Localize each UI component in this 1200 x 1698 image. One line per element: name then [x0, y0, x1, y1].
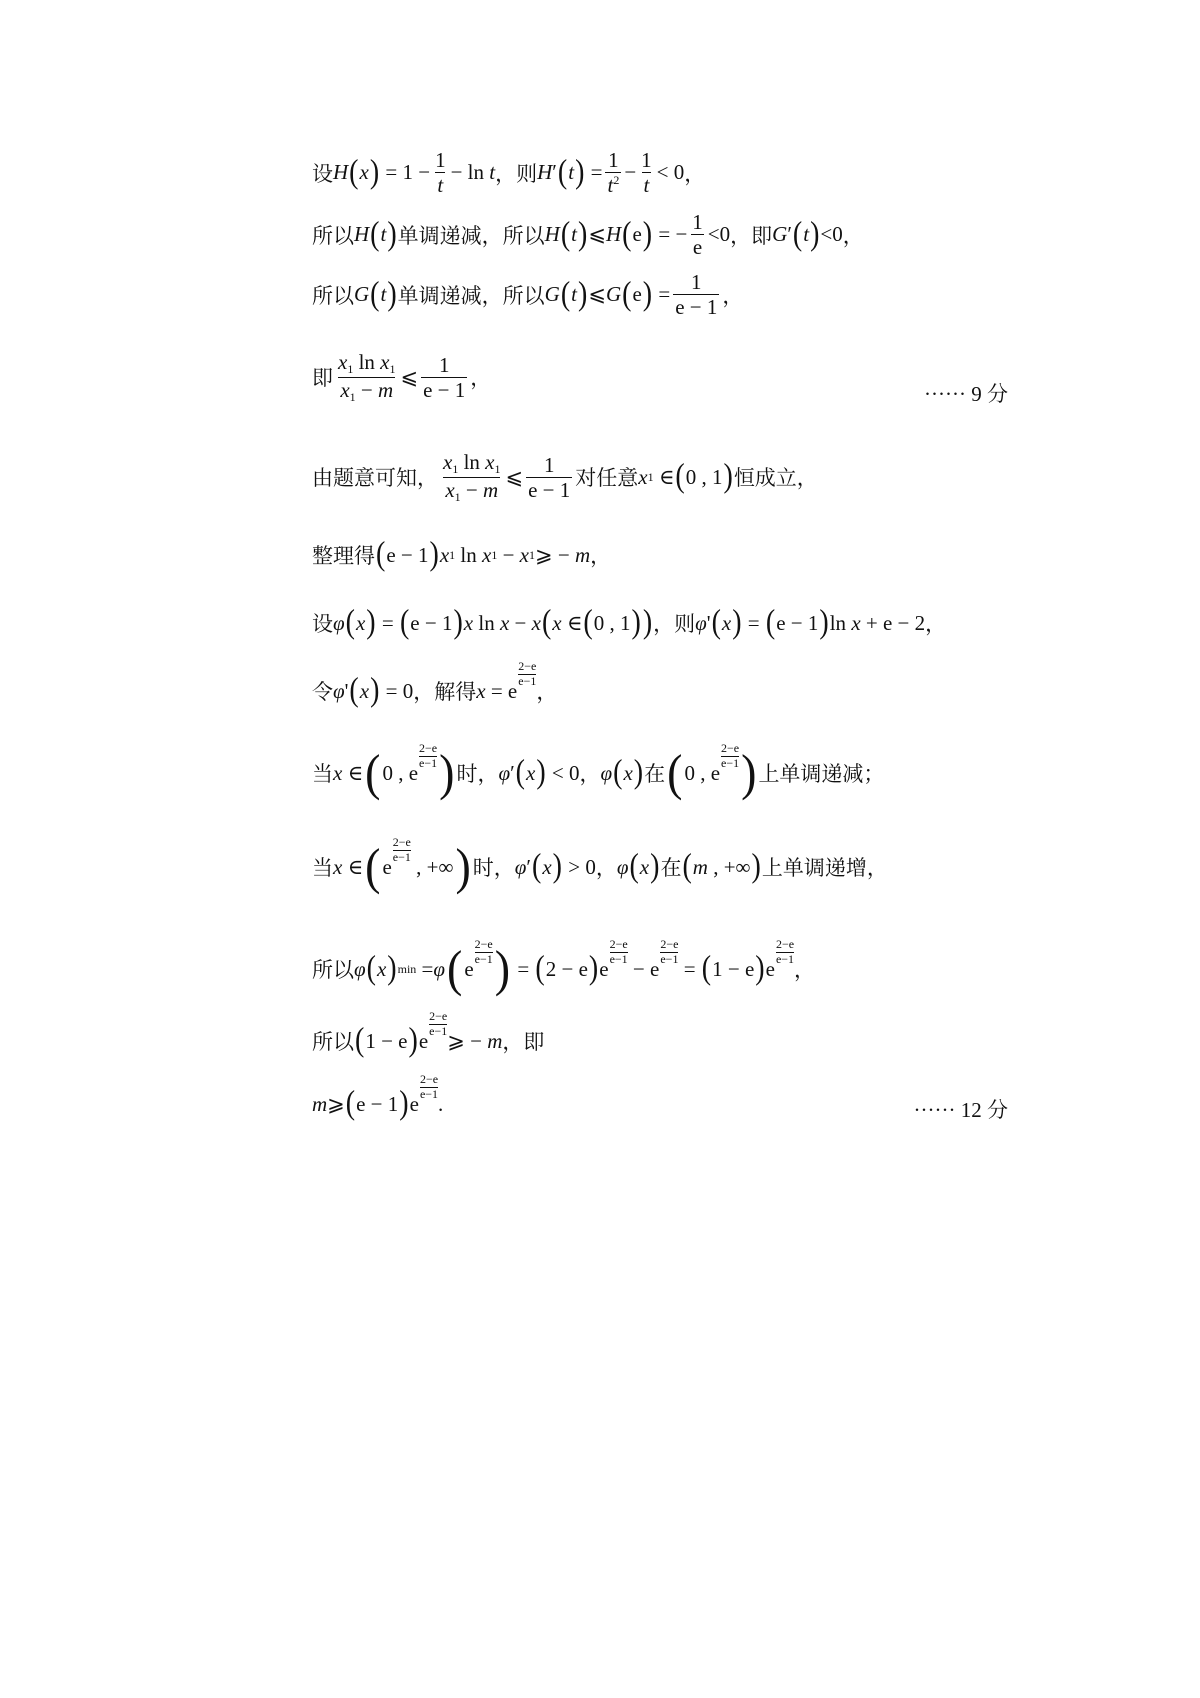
exponent-fraction: 2−e e−1	[721, 741, 740, 770]
exponent-fraction: 2−e e−1	[392, 835, 411, 864]
text-segment: ，	[925, 612, 947, 636]
exponent-fraction: 2−e e−1	[518, 659, 537, 688]
solution-line-6: 整理得 ( e − 1 ) x 1 ln x 1 − x 1 ⩾ − m ，	[312, 535, 612, 573]
exponent-fraction: 2−e e−1	[775, 937, 795, 966]
text-segment: 当	[312, 762, 333, 786]
exponent-fraction: 2−e e−1	[419, 1072, 439, 1101]
text-segment: .	[438, 1091, 444, 1116]
text-segment: ，	[595, 856, 617, 880]
fraction: $\frac{1}{e - 1}$	[675, 270, 718, 320]
solution-line-12: 所以 ( 1 − e ) e 2−e e−1 ⩾ − m ，即	[312, 1009, 545, 1059]
solution-line-4: 即 $\frac{x_1 \ln x_1}{x_1 - m}$ ⩽ $\frac{1}{e - 1}$ ，	[312, 350, 492, 404]
text-segment: ，	[470, 366, 492, 391]
text-segment: 所以	[312, 223, 354, 248]
solution-line-3: 所以 G ( t ) 单调递减，所以 G ( t ) ⩽ G ( e ) = $\frac{1}{e - 1}$ ，	[312, 270, 744, 320]
text-segment: ，解得	[413, 680, 477, 704]
solution-line-2: 所以 H ( t ) 单调递减，所以 H ( t ) ⩽ H ( e ) = − $\frac{1}{e}$ <0 ，即 G ′ ( t ) <0 ，	[312, 210, 864, 260]
solution-line-10: 当 x ∈ ( e 2−e e−1 , +∞ ) 时， φ ′ ( x ) > 0 ， φ ( x ) 在 ( m , +∞ ) 上单调递增，	[312, 835, 888, 895]
exponent-fraction: 2−e e−1	[419, 741, 438, 770]
text-segment: 在	[644, 762, 666, 786]
text-segment: 整理得	[312, 544, 375, 568]
text-segment: 恒成立，	[733, 466, 818, 491]
text-segment: 时，	[472, 856, 515, 880]
fraction: $\frac{1}{e - 1}$	[423, 352, 466, 402]
text-segment: ，	[579, 762, 601, 786]
fraction: $\frac{x_1 \ln x_1}{x_1 - m}$	[338, 350, 396, 404]
text-segment: 所以	[312, 283, 354, 308]
fraction: $\frac{1}{t}$	[435, 148, 446, 198]
fraction: $\frac{x_1 \ln x_1}{x_1 - m}$	[443, 450, 501, 504]
solution-line-11: 所以 φ ( x ) min = φ ( e 2−e e−1 ) = ( 2 − e ) e 2−e e−1 − e 2−e e−1 = ( 1 − e ) e 2−e e−1 ，	[312, 937, 816, 997]
text-segment: 所以	[312, 958, 354, 982]
exponent-fraction: 2−e e−1	[660, 937, 679, 966]
text-segment: ，	[590, 544, 612, 568]
text-segment: 设	[312, 612, 333, 636]
text-segment: ，即	[502, 1030, 545, 1054]
solution-line-7: 设 φ ( x ) = ( e − 1 ) x ln x − x ( x ∈ ( 0 , 1 ) ) ，则 φ ' ( x ) = ( e − 1 ) ln x + e − 2 ，	[312, 603, 947, 641]
text-segment: 对任意	[575, 466, 639, 491]
solution-line-1: 设 H ( x ) = 1 − $\frac{1}{t}$ − ln t ，则 H ′ ( t ) = $\frac{1}{t^2}$ − $\frac{1}{t}$ < 0 ，	[312, 148, 706, 198]
solution-line-5: 由题意可知， $\frac{x_1 \ln x_1}{x_1 - m}$ ⩽ $\frac{1}{e - 1}$ 对任意 x 1 ∈ ( 0 , 1 ) 恒成立，	[312, 450, 818, 504]
text-segment: ，	[842, 223, 864, 248]
text-segment: ，	[536, 680, 558, 704]
text-segment: 即	[312, 366, 333, 391]
text-segment: ，则	[495, 161, 538, 186]
exponent-fraction: 2−e e−1	[474, 937, 493, 966]
text-segment: ，即	[730, 223, 773, 248]
score-marker: ······ 12 分	[913, 1098, 1008, 1122]
solution-line-9: 当 x ∈ ( 0 , e 2−e e−1 ) 时， φ ′ ( x ) < 0 ， φ ( x ) 在 ( 0 , e 2−e e−1 ) 上单调递减；	[312, 741, 885, 801]
text-segment: 设	[312, 161, 333, 186]
fraction: $\frac{1}{e}$	[692, 210, 703, 260]
exponent-fraction: 2−e e−1	[429, 1009, 448, 1038]
exponent-fraction: 2−e e−1	[609, 937, 628, 966]
fraction: $\frac{1}{e - 1}$	[528, 452, 571, 502]
text-segment: 上单调递减；	[758, 762, 885, 786]
text-segment: 单调递减，所以	[397, 283, 545, 308]
text-segment: ，	[684, 161, 706, 186]
solution-line-8: 令 φ ' ( x ) = 0 ，解得 x = e 2−e e−1 ，	[312, 659, 558, 709]
text-segment: 所以	[312, 1030, 354, 1054]
fraction: $\frac{1}{t}$	[641, 148, 652, 198]
text-segment: ，	[794, 958, 816, 982]
text-segment: ，则	[653, 612, 696, 636]
text-segment: ，	[722, 283, 744, 308]
text-segment: 时，	[456, 762, 499, 786]
text-segment: 当	[312, 856, 333, 880]
text-segment: 令	[312, 680, 333, 704]
solution-line-13: m ⩾ ( e − 1 ) e 2−e e−1 .	[312, 1072, 444, 1122]
text-segment: 单调递减，所以	[397, 223, 545, 248]
score-marker: ······ 9 分	[924, 382, 1008, 406]
text-segment: 在	[660, 856, 682, 880]
text-segment: 上单调递增，	[761, 856, 888, 880]
fraction: $\frac{1}{t^2}$	[607, 148, 620, 198]
text-segment: 由题意可知，	[312, 466, 438, 491]
